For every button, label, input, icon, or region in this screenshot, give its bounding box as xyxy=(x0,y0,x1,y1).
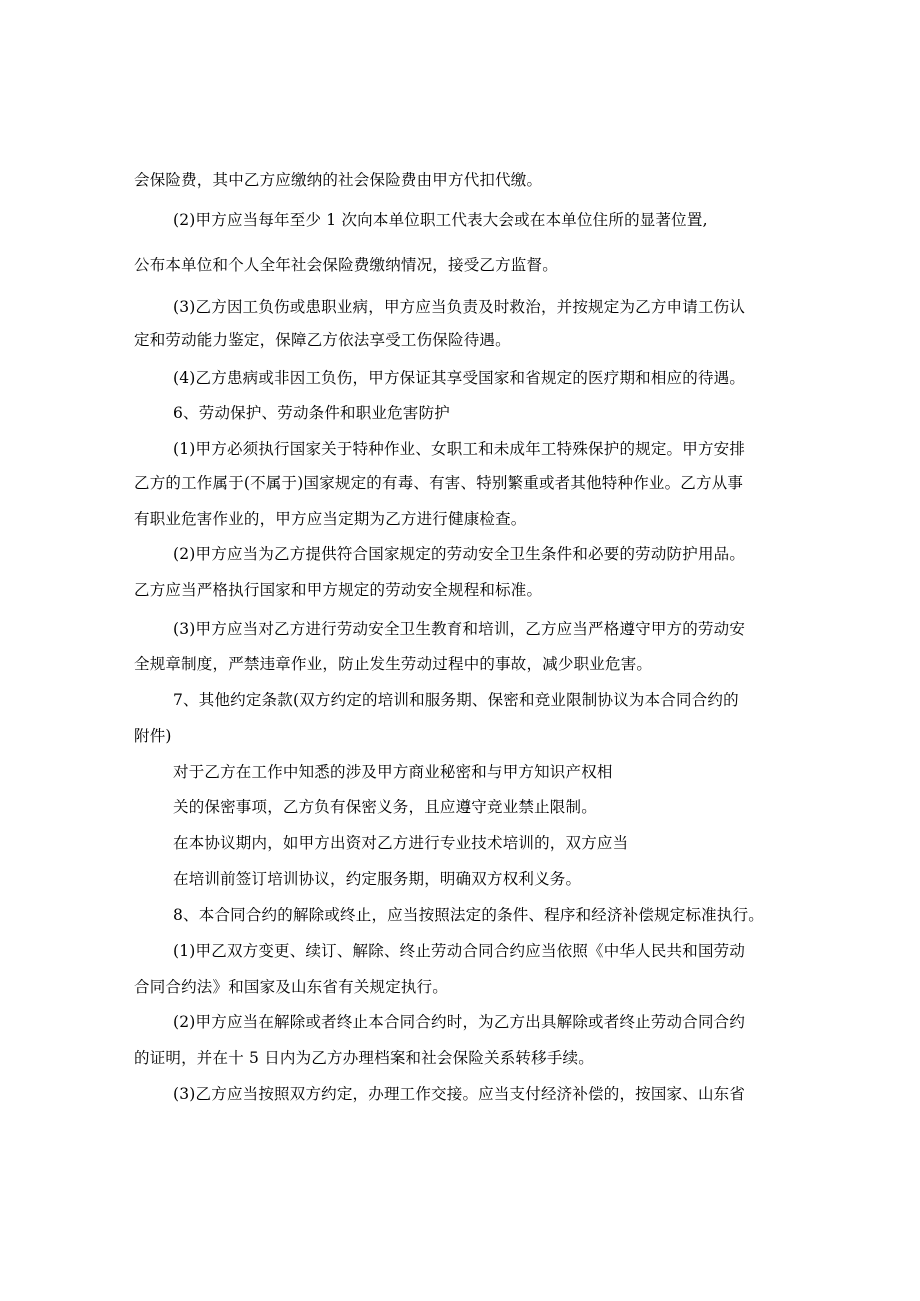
text-line: 有职业危害作业的，甲方应当定期为乙方进行健康检查。 xyxy=(134,510,527,528)
text-line: (3)乙方应当按照双方约定，办理工作交接。应当支付经济补偿的，按国家、山东省 xyxy=(173,1085,746,1103)
text-line: (3)甲方应当对乙方进行劳动安全卫生教育和培训，乙方应当严格遵守甲方的劳动安 xyxy=(173,620,746,638)
text-line: 关的保密事项，乙方负有保密义务，且应遵守竞业禁止限制。 xyxy=(173,798,597,816)
section-heading: 8、本合同合约的解除或终止，应当按照法定的条件、程序和经济补偿规定标准执行。 xyxy=(173,906,764,924)
text-line: 在本协议期内，如甲方出资对乙方进行专业技术培训的，双方应当 xyxy=(173,834,629,852)
text-line: 定和劳动能力鉴定，保障乙方依法享受工伤保险待遇。 xyxy=(134,331,511,349)
section-heading: 7、其他约定条款(双方约定的培训和服务期、保密和竞业限制协议为本合同合约的 xyxy=(173,691,739,709)
text-line: 乙方应当严格执行国家和甲方规定的劳动安全规程和标准。 xyxy=(134,581,543,599)
text-line: 全规章制度，严禁违章作业，防止发生劳动过程中的事故，减少职业危害。 xyxy=(134,655,653,673)
text-line: 公布本单位和个人全年社会保险费缴纳情况，接受乙方监督。 xyxy=(134,256,558,274)
text-line: 会保险费，其中乙方应缴纳的社会保险费由甲方代扣代缴。 xyxy=(134,171,543,189)
section-heading: 6、劳动保护、劳动条件和职业危害防护 xyxy=(173,404,450,422)
text-line: 合同合约法》和国家及山东省有关规定执行。 xyxy=(134,978,449,996)
text-line: (2)甲方应当为乙方提供符合国家规定的劳动安全卫生条件和必要的劳动防护用品。 xyxy=(173,545,746,563)
text-line: 在培训前签订培训协议，约定服务期，明确双方权利义务。 xyxy=(173,870,582,888)
text-line: (1)甲方必须执行国家关于特种作业、女职工和未成年工特殊保护的规定。甲方安排 xyxy=(173,440,746,458)
text-line: (1)甲乙双方变更、续订、解除、终止劳动合同合约应当依照《中华人民共和国劳动 xyxy=(173,942,746,960)
text-line: 的证明，并在十 5 日内为乙方办理档案和社会保险关系转移手续。 xyxy=(134,1049,594,1067)
text-line: 对于乙方在工作中知悉的涉及甲方商业秘密和与甲方知识产权相 xyxy=(173,763,613,781)
text-line: (2)甲方应当在解除或者终止本合同合约时，为乙方出具解除或者终止劳动合同合约 xyxy=(173,1013,746,1031)
text-line: (4)乙方患病或非因工负伤，甲方保证其享受国家和省规定的医疗期和相应的待遇。 xyxy=(173,369,746,387)
text-line: 附件) xyxy=(134,727,172,745)
text-line: (3)乙方因工负伤或患职业病，甲方应当负责及时救治，并按规定为乙方申请工伤认 xyxy=(173,298,746,316)
text-line: (2)甲方应当每年至少 1 次向本单位职工代表大会或在本单位住所的显著位置, xyxy=(173,211,708,229)
text-line: 乙方的工作属于(不属于)国家规定的有毒、有害、特别繁重或者其他特种作业。乙方从事 xyxy=(134,474,744,492)
